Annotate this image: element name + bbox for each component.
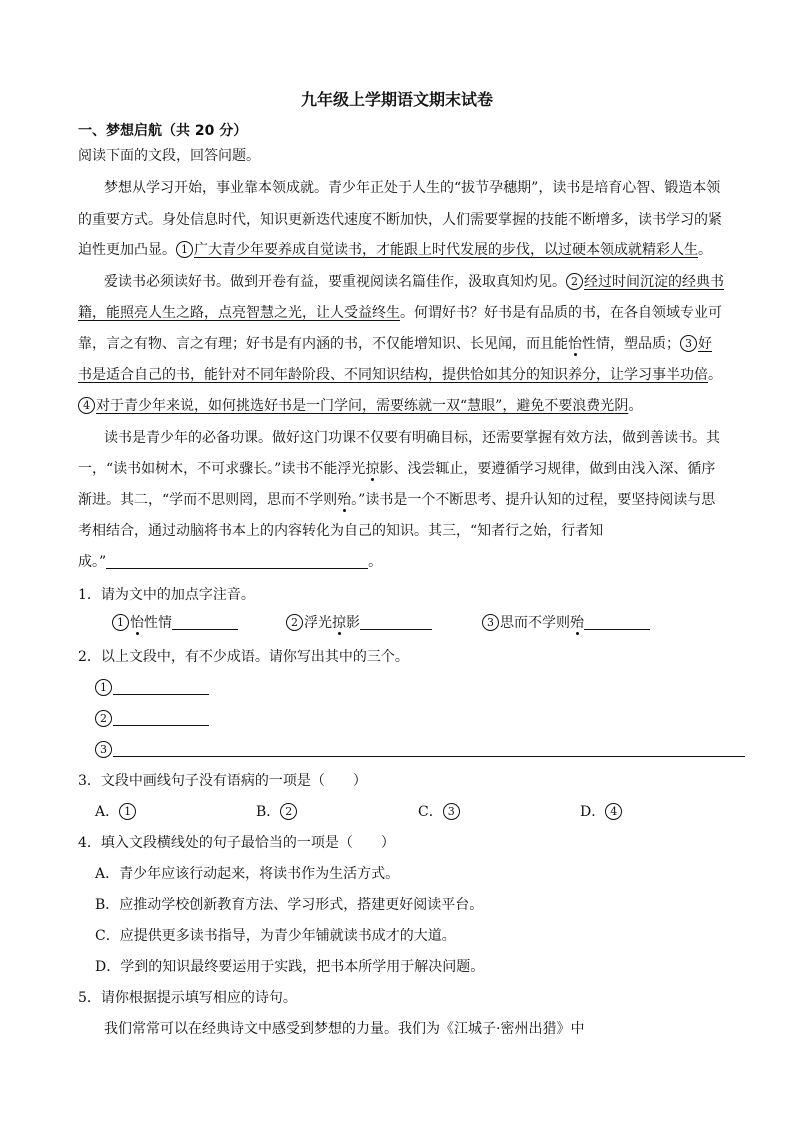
passage-line: 考相结合，通过动脑将书本上的内容转化为自己的知识。其三，“知者行之始，行者知 [78,523,604,539]
underlined-sentence-2: 2 经过时间沉淀的经典书 [566,274,724,290]
passage-line: 成。” 。 [78,554,383,570]
q4-option-b[interactable]: B．应推动学校创新教育方法、学习形式，搭建更好阅读平台。 [95,897,484,913]
q3-option-b[interactable]: B． 2 [256,802,298,822]
q1-item-2: 2 浮光掠影 [286,613,432,633]
question-2: 2．以上文段中，有不少成语。请你写出其中的三个。 [78,649,409,665]
answer-blank[interactable] [113,740,745,757]
q2-answer-2: 2 [95,709,209,729]
circled-number: 1 [176,241,193,258]
section-heading: 一、梦想启航（共 20 分） [78,123,248,139]
underlined-sentence-4: 4 对于青少年来说，如何挑选好书是一门学问，需要练就一双“慧眼”，避免不要浪费光阴 [78,398,628,414]
passage-line: 靠，言之有物、言之有理；好书是有内涵的书，不仅能增知识、长见闻，而且能怡性情，塑品质； 3 好 [78,336,712,352]
passage-line: 梦想从学习开始，事业靠本领成就。青少年正处于人生的“拔节孕穗期”，读书是培育心智、锻造本领 [104,180,721,196]
q4-option-d[interactable]: D．学到的知识最终要运用于实践，把书本所学用于解决问题。 [95,959,485,975]
q2-answer-3: 3 [95,740,745,760]
dotted-character: 殆 [337,492,352,508]
q3-option-a[interactable]: A． 1 [95,802,137,822]
circled-number: 3 [680,335,697,352]
answer-blank[interactable] [172,613,238,630]
underlined-sentence-3: 3 好 [680,336,712,352]
circled-number: 4 [78,397,95,414]
q3-option-c[interactable]: C． 3 [418,802,461,822]
dotted-character: 怡 [568,336,582,352]
answer-blank[interactable] [584,613,650,630]
instruction-text: 阅读下面的文段，回答问题。 [78,148,260,164]
q2-answer-1: 1 [95,678,209,698]
passage-line: 读书是青少年的必备功课。做好这门功课不仅要有明确目标，还需要掌握有效方法，做到善读书。其 [104,430,720,446]
passage-line: 迫性更加凸显。 1 广大青少年要养成自觉读书，才能跟上时代发展的步伐，以过硬本领成就精彩人生。 [78,242,712,258]
question-3: 3．文段中画线句子没有语病的一项是（ ） [78,773,367,789]
underlined-sentence-1: 1 广大青少年要养成自觉读书，才能跟上时代发展的步伐，以过硬本领成就精彩人生 [176,242,698,258]
fill-blank-line[interactable] [106,552,368,569]
answer-blank[interactable] [360,613,432,630]
passage-line: 爱读书必须读好书。做到开卷有益，要重视阅读名篇佳作，汲取真知灼见。 2 经过时间沉淀的经典书 [104,274,724,290]
question-5: 5．请你根据提示填写相应的诗句。 [78,990,297,1006]
passage-line: 一，“读书如树木，不可求骤长。”读书不能浮光掠影、浅尝辄止，要遵循学习规律，做到由浅入深、循序 [78,461,716,477]
q5-prompt-text: 我们常常可以在经典诗文中感受到梦想的力量。我们为《江城子·密州出猎》中 [104,1021,585,1037]
q1-item-1: 1 怡性情 [112,613,238,633]
answer-blank[interactable] [113,678,209,695]
passage-line: 4 对于青少年来说，如何挑选好书是一门学问，需要练就一双“慧眼”，避免不要浪费光阴。 [78,396,642,416]
question-1: 1．请为文中的加点字注音。 [78,587,255,603]
exam-title: 九年级上学期语文期末试卷 [300,90,493,109]
passage-line: 的重要方式。身处信息时代，知识更新迭代速度不断加快，人们需要掌握的技能不断增多，读书学习的紧 [78,212,722,228]
passage-line: 书是适合自己的书，能针对不同年龄阶段、不同知识结构，提供恰如其分的知识养分，让学习事半功倍。 [78,367,722,383]
q4-option-a[interactable]: A．青少年应该行动起来，将读书作为生活方式。 [95,866,400,882]
circled-number: 2 [566,273,583,290]
q4-option-c[interactable]: C．应提供更多读书指导，为青少年铺就读书成才的大道。 [95,928,456,944]
q1-item-3: 3 思而不学则殆 [482,613,650,633]
question-4: 4．填入文段横线处的句子最恰当的一项是（ ） [78,835,395,851]
q3-option-d[interactable]: D． 4 [580,802,623,822]
dotted-character: 掠 [365,461,380,477]
answer-blank[interactable] [113,709,209,726]
passage-line: 籍，能照亮人生之路，点亮智慧之光，让人受益终生。何谓好书？好书是有品质的书，在各自领域专业可 [78,305,722,321]
passage-line: 渐进。其二，“学而不思则罔，思而不学则殆。”读书是一个不断思考、提升认知的过程，要坚持阅读与思 [78,492,716,508]
